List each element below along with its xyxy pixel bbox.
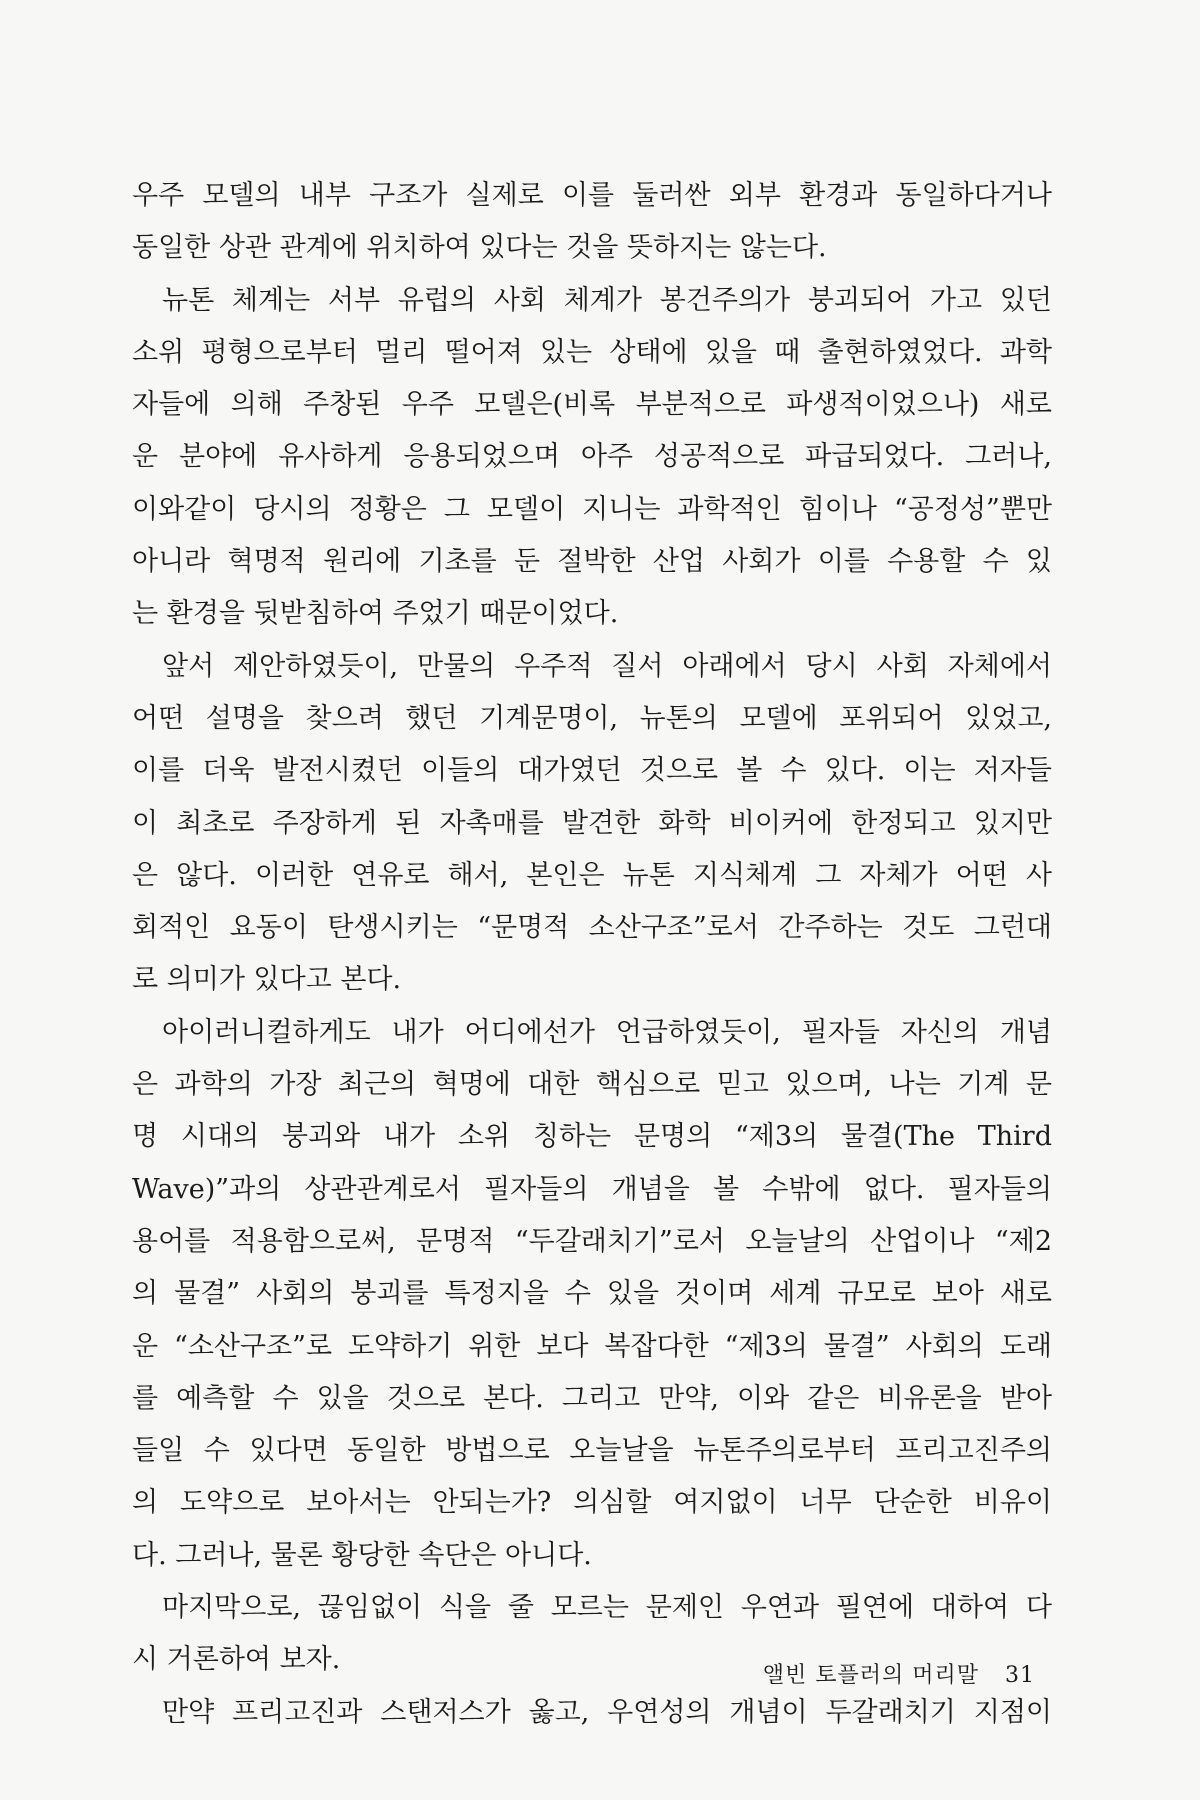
text-line: 로 의미가 있다고 본다. (132, 964, 402, 996)
text-line: 를 예측할 수 있을 것으로 본다. 그리고 만약, 이와 같은 비유론을 받아 (132, 1382, 1052, 1414)
page-number: 31 (1005, 1663, 1035, 1688)
text-line: 우주 모델의 내부 구조가 실제로 이를 둘러싼 외부 환경과 동일하다거나 (132, 180, 1052, 211)
text-line: 만약 프리고진과 스탠저스가 옳고, 우연성의 개념이 두갈래치기 지점이 (162, 1696, 1052, 1728)
text-line: Wave)”과의 상관관계로서 필자들의 개념을 볼 수밖에 없다. 필자들의 (132, 1173, 1052, 1205)
text-line: 다. 그러나, 물론 황당한 속단은 아니다. (132, 1539, 592, 1571)
text-line: 소위 평형으로부터 멀리 떨어져 있는 상태에 있을 때 출현하였었다. 과학 (132, 336, 1052, 368)
text-line: 시 거론하여 보자. (132, 1644, 341, 1676)
text-line: 용어를 적용함으로써, 문명적 “두갈래치기”로서 오늘날의 산업이나 “제2 (132, 1225, 1052, 1257)
text-line: 어떤 설명을 찾으려 했던 기계문명이, 뉴톤의 모델에 포위되어 있었고, (132, 702, 1052, 734)
text-line: 이를 더욱 발전시켰던 이들의 대가였던 것으로 볼 수 있다. 이는 저자들 (132, 755, 1052, 787)
text-line: 뉴톤 체계는 서부 유럽의 사회 체계가 봉건주의가 붕괴되어 가고 있던 (162, 284, 1052, 316)
text-line: 운 분야에 유사하게 응용되었으며 아주 성공적으로 파급되었다. 그러나, (132, 441, 1052, 473)
page-footer (763, 1658, 1035, 1689)
text-line: 이와같이 당시의 정황은 그 모델이 지니는 과학적인 힘이나 “공정성”뿐만 (132, 493, 1052, 525)
text-line: 자들에 의해 주창된 우주 모델은(비록 부분적으로 파생적이었으나) 새로 (132, 389, 1052, 421)
text-line: 이 최초로 주장하게 된 자촉매를 발견한 화학 비이커에 한정되고 있지만 (132, 807, 1052, 839)
text-line: 회적인 요동이 탄생시키는 “문명적 소산구조”로서 간주하는 것도 그런대 (132, 912, 1052, 944)
text-line: 앞서 제안하였듯이, 만물의 우주적 질서 아래에서 당시 사회 자체에서 (162, 650, 1052, 682)
text-line: 은 과학의 가장 최근의 혁명에 대한 핵심으로 믿고 있으며, 나는 기계 문 (132, 1069, 1052, 1101)
text-line: 마지막으로, 끊임없이 식을 줄 모르는 문제인 우연과 필연에 대하여 다 (162, 1592, 1052, 1624)
text-line: 는 환경을 뒷받침하여 주었기 때문이었다. (132, 598, 619, 630)
text-line: 의 물결” 사회의 붕괴를 특정지을 수 있을 것이며 세계 규모로 보아 새로 (132, 1278, 1052, 1310)
text-line: 명 시대의 붕괴와 내가 소위 칭하는 문명의 “제3의 물결(The Third (132, 1121, 1052, 1153)
text-line: 아니라 혁명적 원리에 기초를 둔 절박한 산업 사회가 이를 수용할 수 있 (132, 546, 1052, 578)
text-line: 의 도약으로 보아서는 안되는가? 의심할 여지없이 너무 단순한 비유이 (132, 1487, 1052, 1519)
text-line: 들일 수 있다면 동일한 방법으로 오늘날을 뉴톤주의로부터 프리고진주의 (132, 1435, 1052, 1467)
running-title: 앨빈 토플러의 머리말 (762, 1663, 979, 1688)
text-line: 동일한 상관 관계에 위치하여 있다는 것을 뜻하지는 않는다. (132, 232, 827, 264)
text-line: 운 “소산구조”로 도약하기 위한 보다 복잡다한 “제3의 물결” 사회의 도래 (132, 1330, 1052, 1362)
body-text (132, 170, 1052, 1739)
text-line: 은 않다. 이러한 연유로 해서, 본인은 뉴톤 지식체계 그 자체가 어떤 사 (132, 859, 1052, 891)
text-line: 아이러니컬하게도 내가 어디에선가 언급하였듯이, 필자들 자신의 개념 (162, 1016, 1052, 1048)
